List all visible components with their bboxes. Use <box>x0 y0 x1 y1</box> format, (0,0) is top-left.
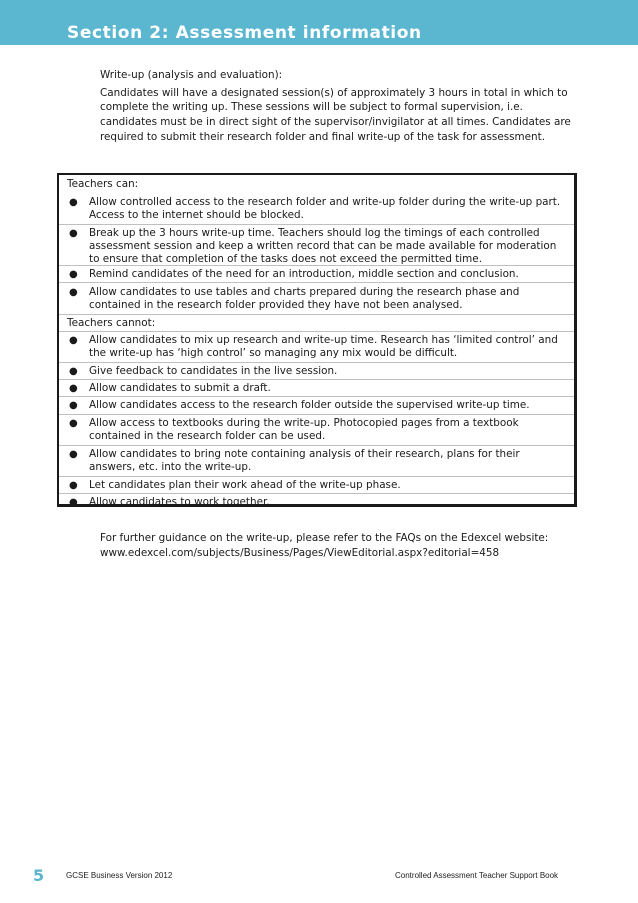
row-divider <box>59 445 574 446</box>
teachers-cannot-label: Teachers cannot: <box>67 317 156 329</box>
row-divider <box>59 362 574 363</box>
footer-book-title: Controlled Assessment Teacher Support Book <box>395 871 559 880</box>
guidance-text: For further guidance on the write-up, please refer to the FAQs on the Edexcel website: <box>100 532 549 544</box>
list-item-text: Allow candidates to work together. <box>89 496 270 508</box>
list-item-text: Let candidates plan their work ahead of the write-up phase. <box>89 479 401 491</box>
bullet-icon: ● <box>69 480 78 491</box>
list-item-text: Give feedback to candidates in the live session. <box>89 365 338 377</box>
list-item-text: Allow candidates to use tables and charts prepared during the research phase and contained in the research folder provided they have not been analysed. <box>89 286 520 312</box>
bullet-icon: ● <box>69 228 78 239</box>
footer-course-title: GCSE Business Version 2012 <box>66 871 173 880</box>
list-item-text: Break up the 3 hours write-up time. Teachers should log the timings of each controlled assessment session and keep a written record that can be made available for moderation to ensure that completion of the tasks does not exceed the permitted time. <box>89 227 557 266</box>
bullet-icon: ● <box>69 497 78 508</box>
teachers-can-label: Teachers can: <box>67 178 139 190</box>
further-guidance <box>100 531 580 560</box>
write-up-intro <box>100 68 576 145</box>
guidance-link[interactable]: www.edexcel.com/subjects/Business/Pages/ViewEditorial.aspx?editorial=458 <box>100 546 500 559</box>
bullet-icon: ● <box>69 269 78 280</box>
row-divider <box>59 331 574 332</box>
row-divider <box>59 379 574 380</box>
bullet-icon: ● <box>69 335 78 346</box>
row-divider <box>59 224 574 225</box>
row-divider <box>59 282 574 283</box>
bullet-icon: ● <box>69 418 78 429</box>
bullet-icon: ● <box>69 449 78 460</box>
page-number: 5 <box>33 866 45 885</box>
list-item-text: Allow controlled access to the research folder and write-up folder during the write-up part. Access to the internet should be blocked. <box>89 196 561 222</box>
section-title: Section 2: Assessment information <box>67 23 422 43</box>
list-item-text: Allow candidates to bring note containing analysis of their research, plans for their answers, etc. into the write-up. <box>89 448 520 474</box>
row-divider <box>59 414 574 415</box>
row-divider <box>59 314 574 315</box>
list-item-text: Remind candidates of the need for an introduction, middle section and conclusion. <box>89 268 519 280</box>
bullet-icon: ● <box>69 366 78 377</box>
list-item-text: Allow candidates access to the research folder outside the supervised write-up time. <box>89 399 530 411</box>
teacher-guidance-box <box>57 173 577 507</box>
list-item-text: Allow candidates to mix up research and write-up time. Research has ‘limited control’ and the write-up has ‘high control’ so managing any mix would be difficult. <box>89 334 558 360</box>
write-up-heading: Write-up (analysis and evaluation): <box>100 69 283 81</box>
list-item-text: Allow access to textbooks during the write-up. Photocopied pages from a textbook contained in the research folder can be used. <box>89 417 519 443</box>
write-up-paragraph: Candidates will have a designated session(s) of approximately 3 hours in total in which to complete the writing up. These sessions will be subject to formal supervision, i.e. candidates must be in direct sight of the supervisor/invigilator at all times. Candidates are required to submit their research folder and final write-up of the task for assessment. <box>100 86 571 143</box>
row-divider <box>59 476 574 477</box>
row-divider <box>59 265 574 266</box>
bullet-icon: ● <box>69 197 78 208</box>
bullet-icon: ● <box>69 383 78 394</box>
row-divider <box>59 396 574 397</box>
list-item-text: Allow candidates to submit a draft. <box>89 382 271 394</box>
row-divider <box>59 493 574 494</box>
section-banner <box>0 0 638 45</box>
bullet-icon: ● <box>69 400 78 411</box>
bullet-icon: ● <box>69 287 78 298</box>
